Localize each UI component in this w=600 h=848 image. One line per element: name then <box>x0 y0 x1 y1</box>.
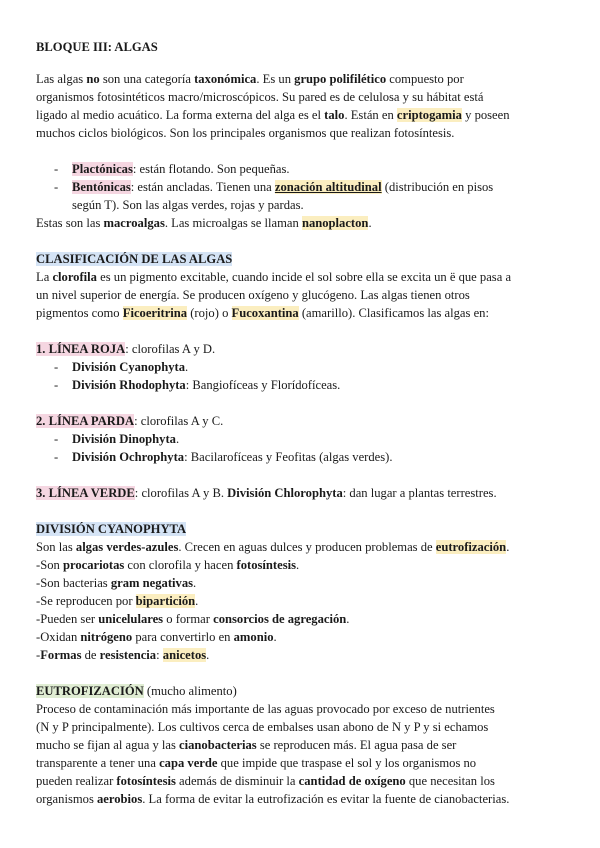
cyano-line-3: -Son bacterias gram negativas. <box>36 576 197 590</box>
bullet-dash: - <box>54 180 59 194</box>
eutro-line-6: organismos aerobios. La forma de evitar la eutrofización es evitar la fuente de cianobacterias. <box>36 792 510 806</box>
macroalgas-line: Estas son las macroalgas. Las microalgas se llaman nanoplacton. <box>36 216 372 230</box>
cyano-line-6: -Oxidan nitrógeno para convertirlo en amonio. <box>36 630 277 644</box>
list-item-ochrophyta: División Ochrophyta: Bacilarofíceas y Feofitas (algas verdes). <box>72 450 393 464</box>
section-heading-clasificacion: CLASIFICACIÓN DE LAS ALGAS <box>36 252 233 266</box>
intro-line-2: organismos fotosintéticos macro/microscópicos. Su pared es de celulosa y su hábitat está <box>36 90 484 104</box>
list-item-cyanophyta: División Cyanophyta. <box>72 360 189 374</box>
list-item-dinophyta: División Dinophyta. <box>72 432 180 446</box>
list-item-rhodophyta: División Rhodophyta: Bangiofíceas y Florídofíceas. <box>72 378 341 392</box>
intro-line-1: Las algas no son una categoría taxonómica. Es un grupo polifilético compuesto por <box>36 72 464 86</box>
bullet-dash: - <box>54 450 59 464</box>
section-heading-eutrofizacion: EUTROFIZACIÓN (mucho alimento) <box>36 684 237 698</box>
eutro-line-1: Proceso de contaminación más importante de las aguas provocado por exceso de nutrientes <box>36 702 495 716</box>
linea-verde-heading: 3. LÍNEA VERDE: clorofilas A y B. División Chlorophyta: dan lugar a plantas terrestres. <box>36 486 497 500</box>
linea-roja-heading: 1. LÍNEA ROJA: clorofilas A y D. <box>36 342 216 356</box>
list-item-bentonicas-cont: según T). Son las algas verdes, rojas y pardas. <box>72 198 304 212</box>
eutro-line-4: transparente a tener una capa verde que impide que traspase el sol y los organismos no <box>36 756 477 770</box>
cyano-line-2: -Son procariotas con clorofila y hacen fotosíntesis. <box>36 558 300 572</box>
cyano-line-4: -Se reproducen por bipartición. <box>36 594 199 608</box>
eutro-line-2: (N y P principalmente). Los cultivos cerca de embalses usan abono de N y P y si echamos <box>36 720 489 734</box>
bullet-dash: - <box>54 432 59 446</box>
cyano-line-1: Son las algas verdes-azules. Crecen en aguas dulces y producen problemas de eutrofización. <box>36 540 510 554</box>
section-heading-cyanophyta: DIVISIÓN CYANOPHYTA <box>36 522 187 536</box>
linea-parda-heading: 2. LÍNEA PARDA: clorofilas A y C. <box>36 414 224 428</box>
bullet-dash: - <box>54 162 59 176</box>
eutro-line-5: pueden realizar fotosíntesis además de disminuir la cantidad de oxígeno que necesitan los <box>36 774 495 788</box>
cyano-line-5: -Pueden ser unicelulares o formar consorcios de agregación. <box>36 612 350 626</box>
clasificacion-line-3: pigmentos como Ficoeritrina (rojo) o Fucoxantina (amarillo). Clasificamos las algas en: <box>36 306 489 320</box>
document-title: BLOQUE III: ALGAS <box>36 40 158 54</box>
cyano-line-7: -Formas de resistencia: anicetos. <box>36 648 210 662</box>
list-item-plactonicas: Plactónicas: están flotando. Son pequeñas. <box>72 162 290 176</box>
bullet-dash: - <box>54 378 59 392</box>
intro-line-3: ligado al medio acuático. La forma externa del alga es el talo. Están en criptogamia y poseen <box>36 108 510 122</box>
eutro-line-3: mucho se fijan al agua y las cianobacterias se reproducen más. El agua pasa de ser <box>36 738 457 752</box>
clasificacion-line-2: un nivel superior de energía. Se producen oxígeno y glucógeno. Las algas tienen otros <box>36 288 470 302</box>
bullet-dash: - <box>54 360 59 374</box>
intro-line-4: muchos ciclos biológicos. Son los principales organismos que realizan fotosíntesis. <box>36 126 455 140</box>
list-item-bentonicas: Bentónicas: están ancladas. Tienen una zonación altitudinal (distribución en pisos <box>72 180 494 194</box>
clasificacion-line-1: La clorofila es un pigmento excitable, cuando incide el sol sobre ella se excita un ë que pasa a <box>36 270 512 284</box>
